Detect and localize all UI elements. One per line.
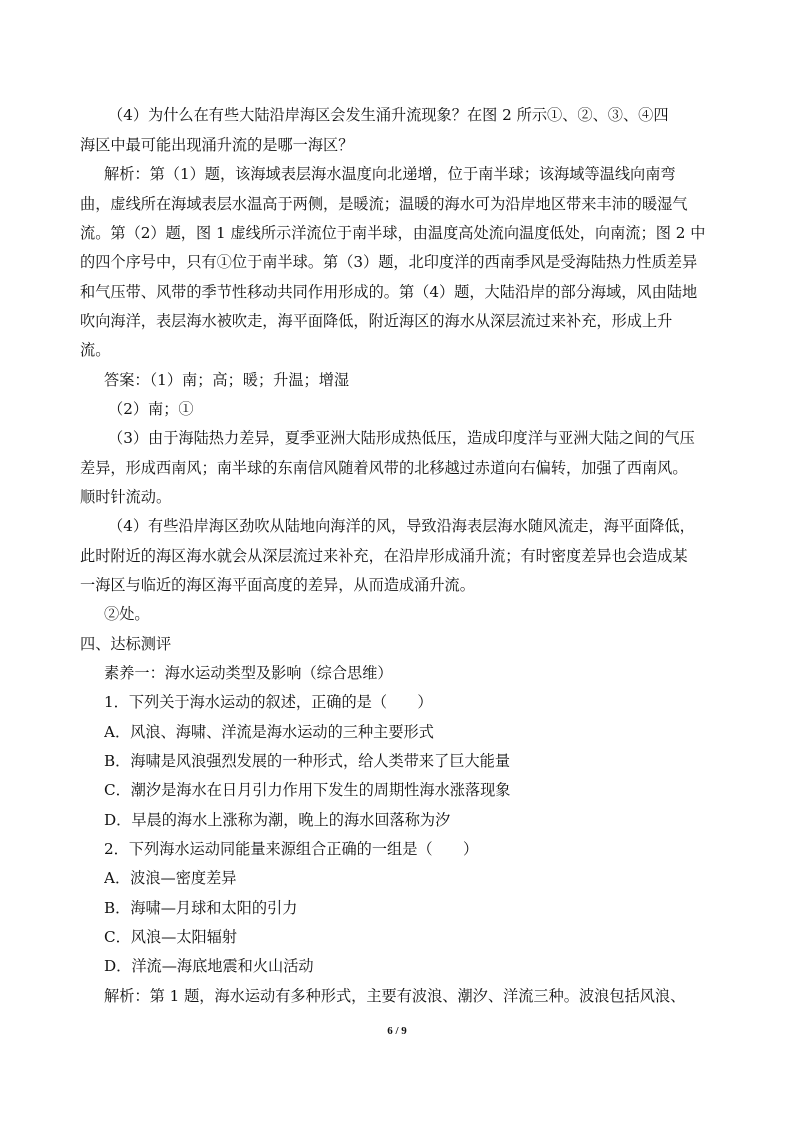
- page-number: 6 / 9: [387, 1025, 407, 1037]
- text-line: （4）有些沿岸海区劲吹从陆地向海洋的风，导致沿海表层海水随风流走，海平面降低，: [108, 517, 695, 535]
- text-line: 吹向海洋，表层海水被吹走，海平面降低，附近海区的海水从深层流过来补充，形成上升: [80, 312, 673, 330]
- option-a: A．风浪、海啸、洋流是海水运动的三种主要形式: [104, 723, 434, 741]
- text-line: 海区中最可能出现涌升流的是哪一海区？: [80, 136, 354, 154]
- text-line: 解析：第（1）题，该海域表层海水温度向北递增，位于南半球；该海域等温线向南弯: [104, 165, 676, 183]
- text-line: 顺时针流动。: [80, 488, 172, 506]
- text-line: 流。第（2）题，图 1 虚线所示洋流位于南半球，由温度高处流向温度低处，向南流；图 2 中: [80, 224, 706, 242]
- question-2: 2．下列海水运动同能量来源组合正确的一组是（ ）: [104, 840, 479, 858]
- option-d: D．洋流—海底地震和火山活动: [104, 957, 314, 975]
- text-line: 差异，形成西南风；南半球的东南信风随着风带的北移越过赤道向右偏转，加强了西南风。: [80, 459, 688, 477]
- option-a: A．波浪—密度差异: [104, 869, 237, 887]
- text-line: 的四个序号中，只有①位于南半球。第（3）题，北印度洋的西南季风是受海陆热力性质差异: [80, 253, 698, 271]
- section-heading: 四、达标测评: [80, 635, 172, 653]
- text-line: 曲，虚线所在海域表层水温高于两侧，是暖流；温暖的海水可为沿岸地区带来丰沛的暖湿气: [80, 195, 688, 213]
- text-line: （2）南；①: [108, 400, 194, 418]
- text-line: （3）由于海陆热力差异，夏季亚洲大陆形成热低压，造成印度洋与亚洲大陆之间的气压: [108, 429, 695, 447]
- text-line: 流。: [80, 341, 111, 359]
- text-line: ②处。: [104, 605, 150, 623]
- text-line: 和气压带、风带的季节性移动共同作用形成的。第（4）题，大陆沿岸的部分海域，风由陆地: [80, 283, 698, 301]
- question-1: 1．下列关于海水运动的叙述，正确的是（ ）: [104, 693, 433, 711]
- option-b: B．海啸—月球和太阳的引力: [104, 899, 298, 917]
- text-line: 一海区与临近的海区海平面高度的差异，从而造成涌升流。: [80, 576, 475, 594]
- text-line: 素养一：海水运动类型及影响（综合思维）: [104, 664, 393, 682]
- text-line: 解析：第 1 题，海水运动有多种形式，主要有波浪、潮汐、洋流三种。波浪包括风浪、: [104, 987, 686, 1005]
- option-c: C．风浪—太阳辐射: [104, 928, 238, 946]
- option-b: B．海啸是风浪强烈发展的一种形式，给人类带来了巨大能量: [104, 752, 511, 770]
- text-line: 此时附近的海区海水就会从深层流过来补充，在沿岸形成涌升流；有时密度差异也会造成某: [80, 547, 688, 565]
- option-d: D．早晨的海水上涨称为潮，晚上的海水回落称为汐: [104, 811, 451, 829]
- option-c: C．潮汐是海水在日月引力作用下发生的周期性海水涨落现象: [104, 781, 511, 799]
- text-line: （4）为什么在有些大陆沿岸海区会发生涌升流现象？在图 2 所示①、②、③、④四: [108, 106, 669, 124]
- text-line: 答案：（1）南；高；暖；升温；增湿: [104, 371, 350, 389]
